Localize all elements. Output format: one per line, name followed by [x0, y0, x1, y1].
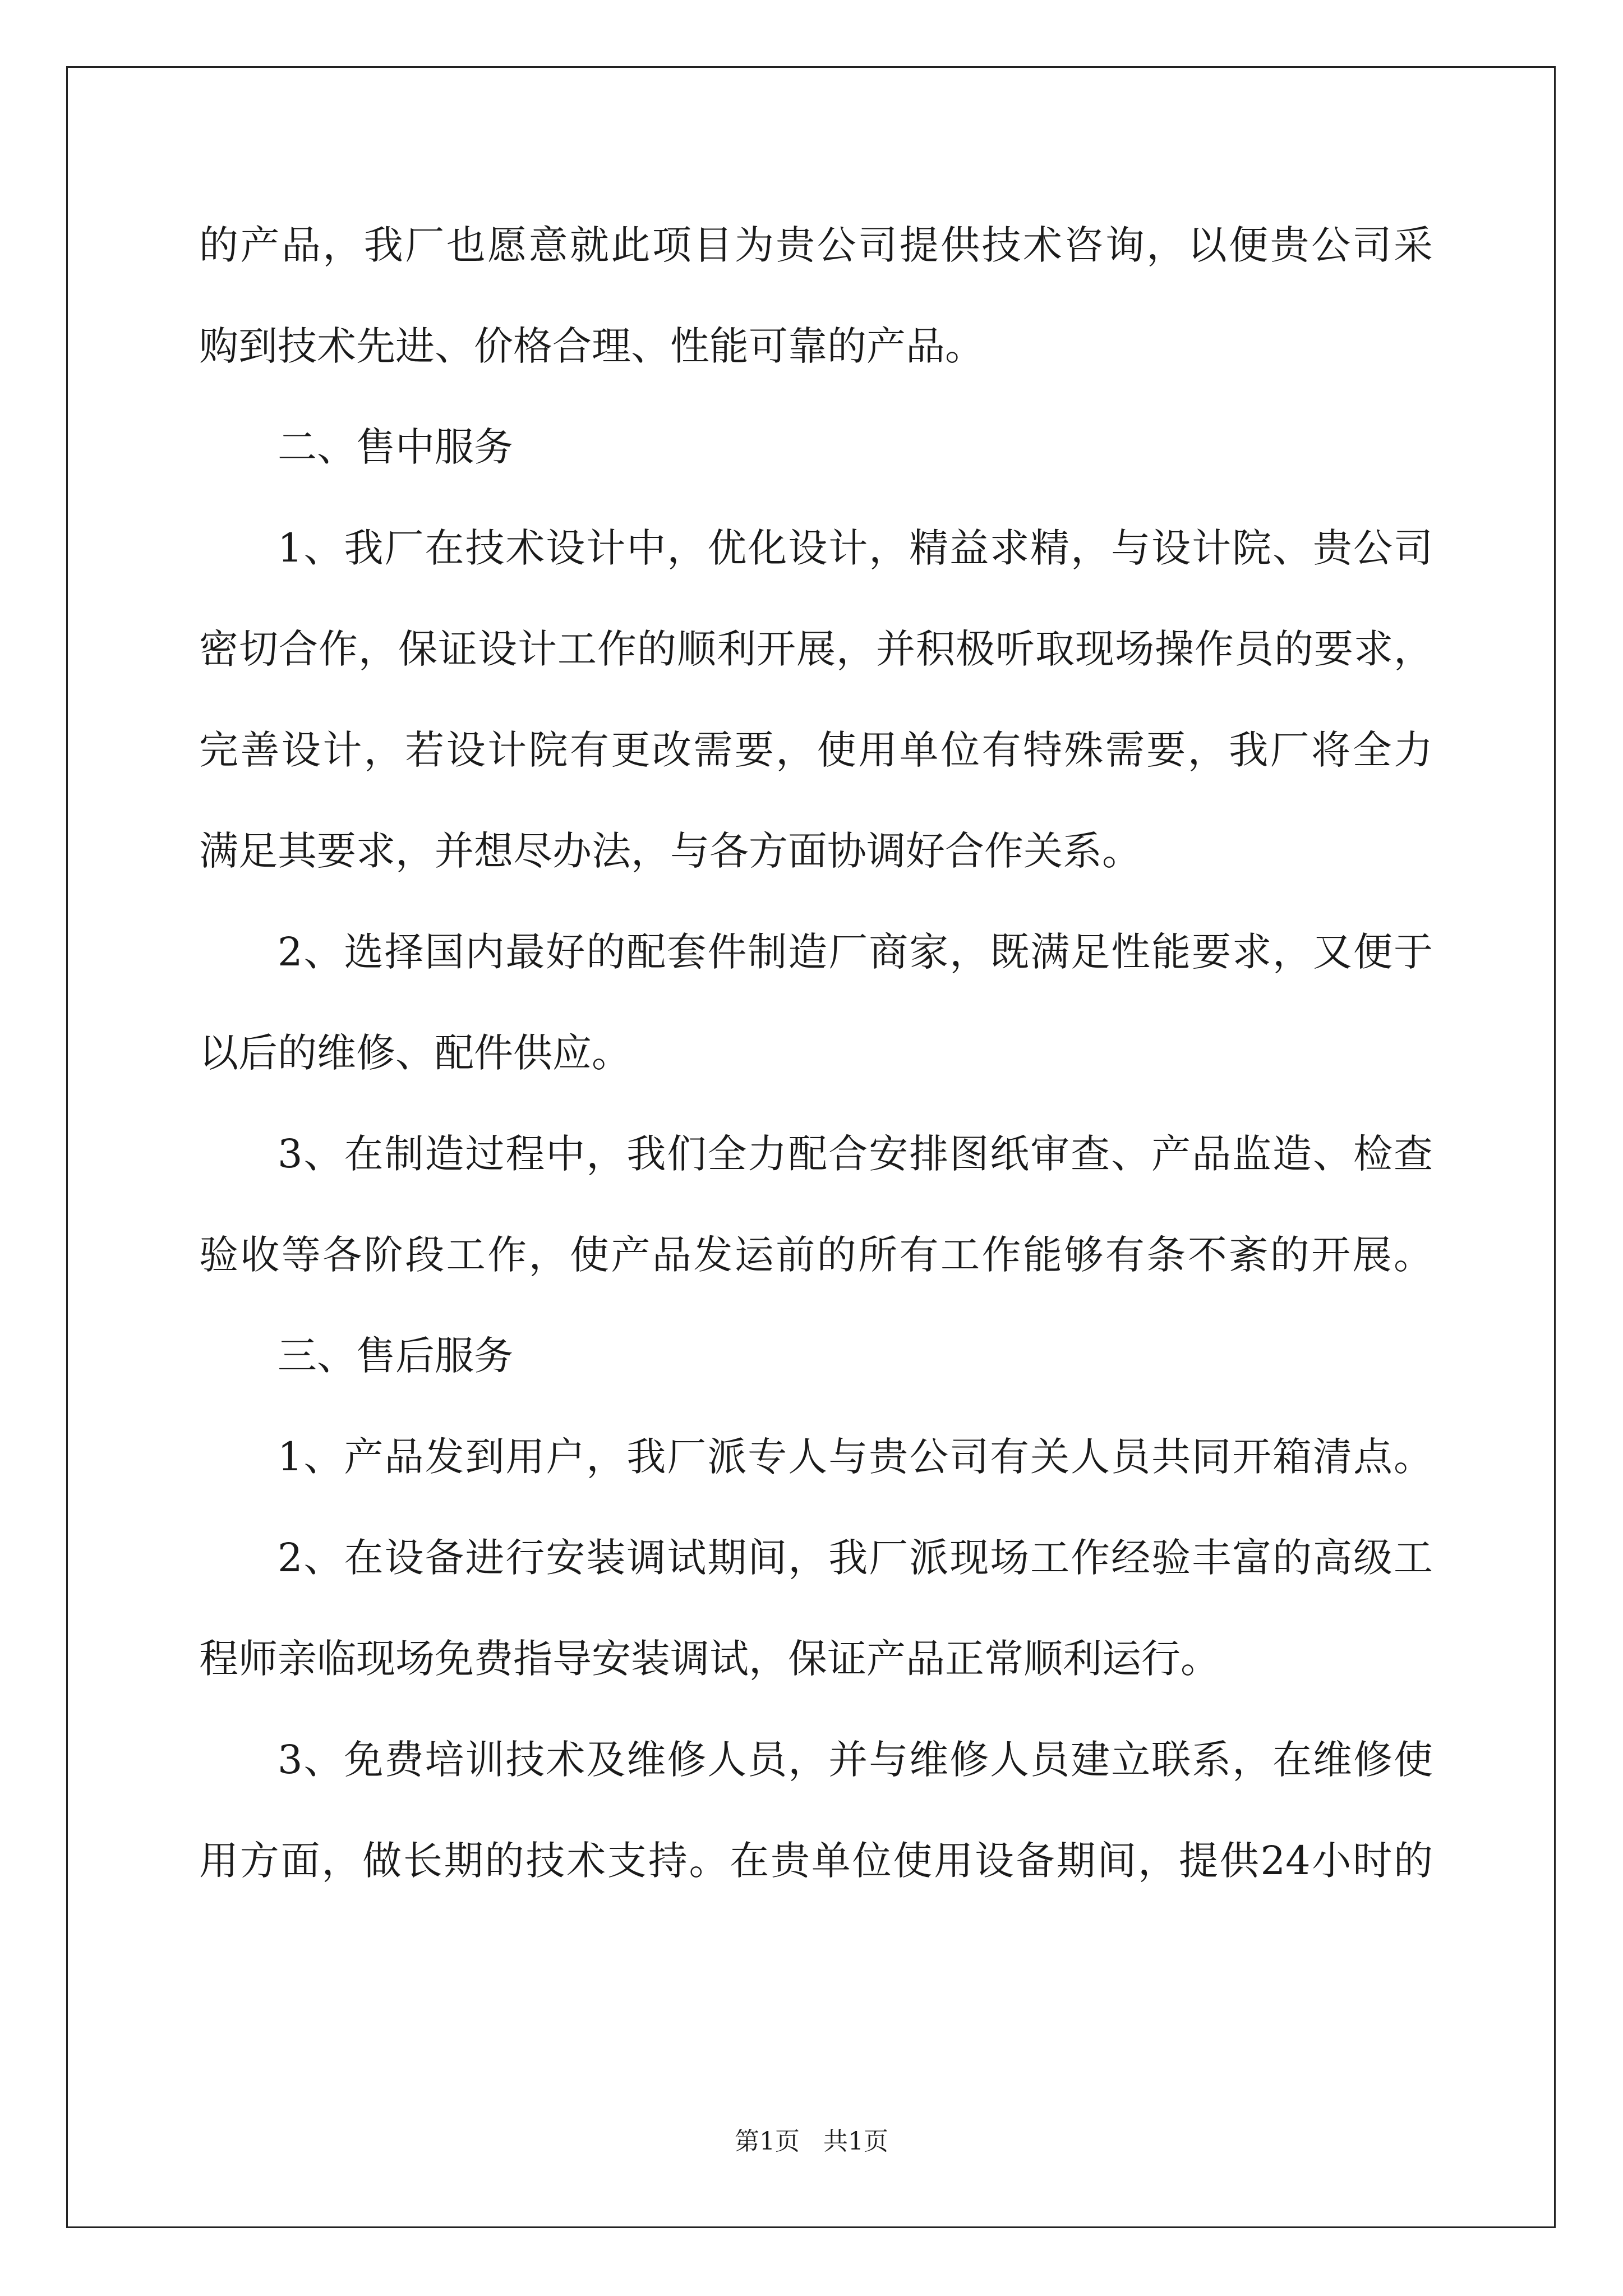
paragraph-line: 2、在设备进行安装调试期间，我厂派现场工作经验丰富的高级工 — [278, 1535, 1433, 1581]
paragraph-line: 的产品，我厂也愿意就此项目为贵公司提供技术咨询，以便贵公司采 — [199, 222, 1433, 268]
paragraph-line: 验收等各阶段工作，使产品发运前的所有工作能够有条不紊的开展。 — [199, 1232, 1433, 1278]
paragraph-line: 1、产品发到用户，我厂派专人与贵公司有关人员共同开箱清点。 — [278, 1434, 1433, 1480]
section-heading-in-sale: 二、售中服务 — [278, 424, 513, 470]
paragraph-line: 3、免费培训技术及维修人员，并与维修人员建立联系，在维修使 — [278, 1737, 1433, 1783]
paragraph-line: 程师亲临现场免费指导安装调试，保证产品正常顺利运行。 — [199, 1636, 1220, 1682]
paragraph-line: 用方面，做长期的技术支持。在贵单位使用设备期间，提供24小时的 — [199, 1838, 1433, 1884]
paragraph-line: 1、我厂在技术设计中，优化设计，精益求精，与设计院、贵公司 — [278, 525, 1433, 571]
paragraph-line: 2、选择国内最好的配套件制造厂商家，既满足性能要求，又便于 — [278, 929, 1433, 975]
paragraph-line: 完善设计，若设计院有更改需要，使用单位有特殊需要，我厂将全力 — [199, 727, 1433, 773]
paragraph-line: 3、在制造过程中，我们全力配合安排图纸审查、产品监造、检查 — [278, 1131, 1433, 1177]
paragraph-line: 满足其要求，并想尽办法，与各方面协调好合作关系。 — [199, 828, 1141, 874]
paragraph-line: 以后的维修、配件供应。 — [199, 1030, 631, 1076]
page-footer: 第1页 共1页 — [735, 2127, 888, 2156]
section-heading-after-sale: 三、售后服务 — [278, 1333, 513, 1379]
paragraph-line: 购到技术先进、价格合理、性能可靠的产品。 — [199, 323, 984, 369]
paragraph-line: 密切合作，保证设计工作的顺利开展，并积极听取现场操作员的要求， — [199, 626, 1433, 672]
